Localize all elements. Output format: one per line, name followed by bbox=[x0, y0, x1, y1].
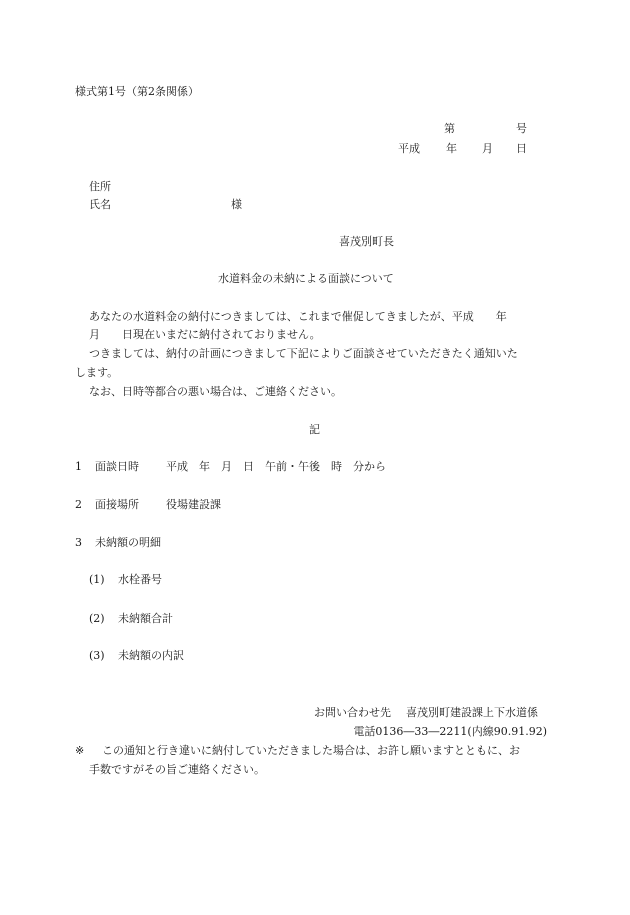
contact-phone: 電話0136―33―2211(内線90.91.92) bbox=[353, 725, 547, 738]
note-line-2: 手数ですがその旨ご連絡ください。 bbox=[89, 763, 265, 776]
ki-heading: 記 bbox=[309, 423, 320, 436]
contact-department: 喜茂別町建設課上下水道係 bbox=[406, 706, 538, 719]
note-mark: ※ bbox=[75, 744, 85, 757]
body-line-4: します。 bbox=[75, 366, 119, 379]
body-line-1: あなたの水道料金の納付につきましては、これまで催促してきましたが、平成 年 bbox=[89, 310, 507, 323]
item-number: 3 bbox=[75, 536, 82, 549]
body-line-3: つきましては、納付の計画につきまして下記によりご面談させていただきたく通知いた bbox=[89, 347, 518, 360]
body-line-2: 月 日現在いまだに納付されておりません。 bbox=[89, 328, 321, 341]
sub-item-number: (2) bbox=[89, 612, 105, 625]
sub-item-number: (3) bbox=[89, 649, 105, 662]
name-label: 氏名 bbox=[89, 198, 111, 211]
sub-item-label: 未納額の内訳 bbox=[118, 649, 184, 662]
form-label: 様式第1号（第2条関係） bbox=[75, 85, 199, 98]
date-day: 日 bbox=[516, 142, 527, 155]
sub-item-label: 水栓番号 bbox=[118, 573, 162, 586]
address-label: 住所 bbox=[89, 180, 111, 193]
contact-label: お問い合わせ先 bbox=[314, 706, 391, 719]
item-number: 2 bbox=[75, 498, 82, 511]
date-era: 平成 bbox=[398, 142, 420, 155]
item-value: 平成 年 月 日 午前・午後 時 分から bbox=[166, 460, 386, 473]
item-label: 面談日時 bbox=[95, 460, 139, 473]
sub-item-label: 未納額合計 bbox=[118, 612, 173, 625]
item-value: 役場建設課 bbox=[166, 498, 221, 511]
item-label: 未納額の明細 bbox=[95, 536, 161, 549]
doc-number-dai: 第 bbox=[444, 122, 455, 135]
body-line-5: なお、日時等都合の悪い場合は、ご連絡ください。 bbox=[89, 385, 342, 398]
date-month: 月 bbox=[482, 142, 493, 155]
item-label: 面接場所 bbox=[95, 498, 139, 511]
sub-item-number: (1) bbox=[89, 573, 105, 586]
subject: 水道料金の未納による面談について bbox=[218, 272, 394, 285]
date-year: 年 bbox=[446, 142, 457, 155]
note-line-1: この通知と行き違いに納付していただきました場合は、お許し願いますとともに、お bbox=[102, 744, 520, 757]
honorific: 様 bbox=[231, 198, 242, 211]
doc-number-go: 号 bbox=[516, 122, 527, 135]
item-number: 1 bbox=[75, 460, 82, 473]
sender: 喜茂別町長 bbox=[339, 235, 394, 248]
